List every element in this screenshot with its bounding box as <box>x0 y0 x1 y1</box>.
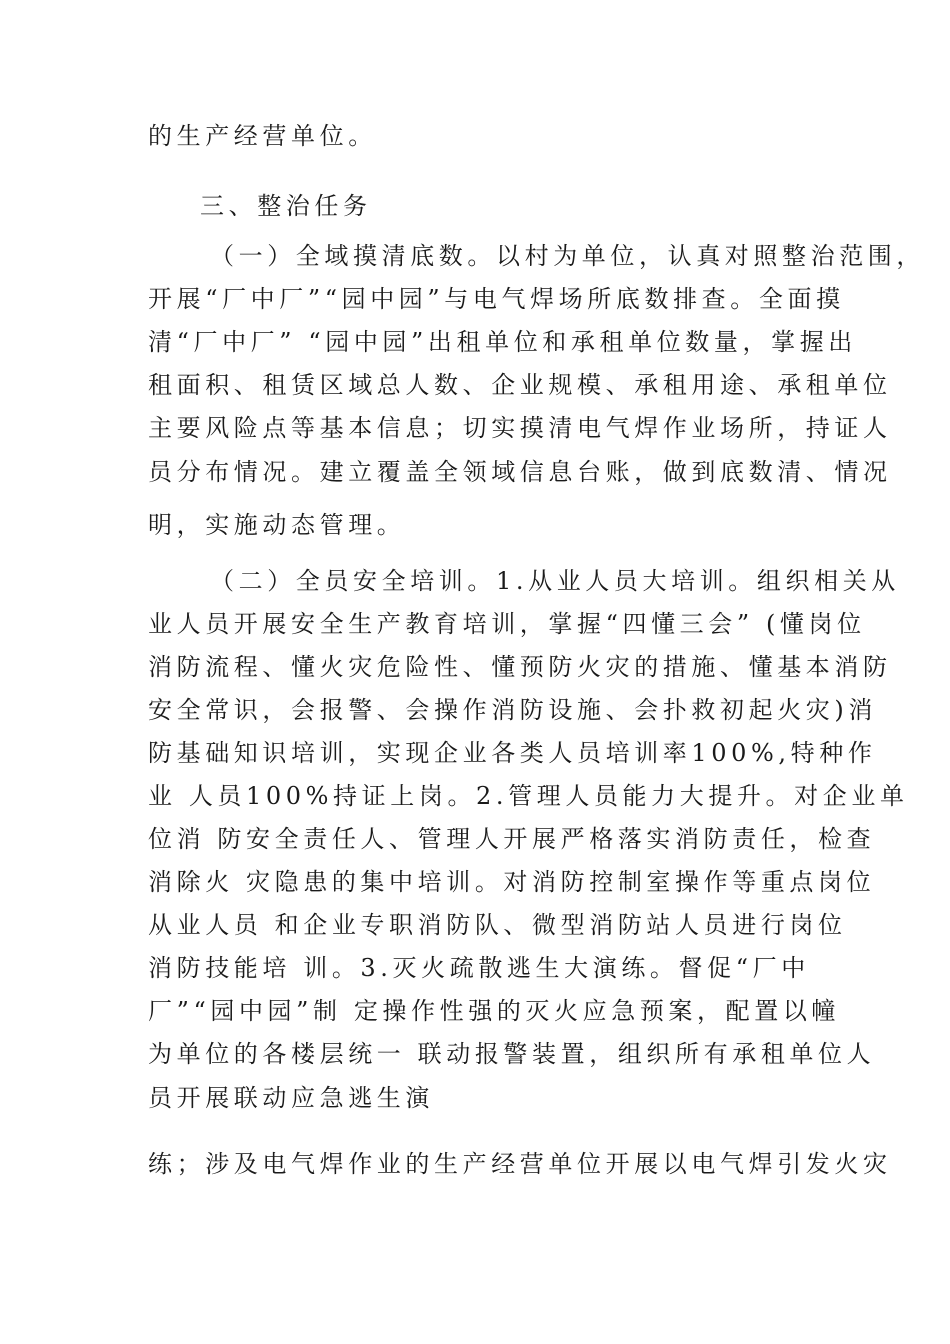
section-heading: 三、整治任务 <box>200 192 372 220</box>
text-line: 厂”“园中园”制 定操作性强的灭火应急预案，配置以幢 <box>148 997 841 1025</box>
text-line: （二）全员安全培训。1.从业人员大培训。组织相关从 <box>210 567 900 595</box>
text-line: 业人员开展安全生产教育培训，掌握“四懂三会” (懂岗位 <box>148 610 866 638</box>
text-line: 的生产经营单位。 <box>148 122 377 150</box>
text-line: 为单位的各楼层统一 联动报警装置，组织所有承租单位人 <box>148 1040 876 1068</box>
text-line: 消防流程、懂火灾危险性、懂预防火灾的措施、懂基本消防 <box>148 653 892 681</box>
text-line: 业 人员100%持证上岗。2.管理人员能力大提升。对企业单 <box>148 782 909 810</box>
text-line: 主要风险点等基本信息；切实摸清电气焊作业场所，持证人 <box>148 414 892 442</box>
text-line: （一）全域摸清底数。以村为单位，认真对照整治范围， <box>210 242 925 270</box>
text-line: 明，实施动态管理。 <box>148 511 406 539</box>
text-line: 练；涉及电气焊作业的生产经营单位开展以电气焊引发火灾 <box>148 1150 892 1178</box>
text-line: 清“厂中厂” “园中园”出租单位和承租单位数量，掌握出 <box>148 328 857 356</box>
text-line: 员分布情况。建立覆盖全领域信息台账，做到底数清、情况 <box>148 458 892 486</box>
text-line: 员开展联动应急逃生演 <box>148 1084 434 1112</box>
text-line: 消除火 灾隐患的集中培训。对消防控制室操作等重点岗位 <box>148 868 876 896</box>
text-line: 位消 防安全责任人、管理人开展严格落实消防责任，检查 <box>148 825 876 853</box>
text-line: 安全常识，会报警、会操作消防设施、会扑救初起火灾)消 <box>148 696 877 724</box>
text-line: 从业人员 和企业专职消防队、微型消防站人员进行岗位 <box>148 911 847 939</box>
text-line: 开展“厂中厂”“园中园”与电气焊场所底数排查。全面摸 <box>148 285 845 313</box>
text-line: 消防技能培 训。3.灭火疏散逃生大演练。督促“厂中 <box>148 954 810 982</box>
text-line: 租面积、租赁区域总人数、企业规模、承租用途、承租单位 <box>148 371 892 399</box>
text-line: 防基础知识培训，实现企业各类人员培训率100%,特种作 <box>148 739 877 767</box>
